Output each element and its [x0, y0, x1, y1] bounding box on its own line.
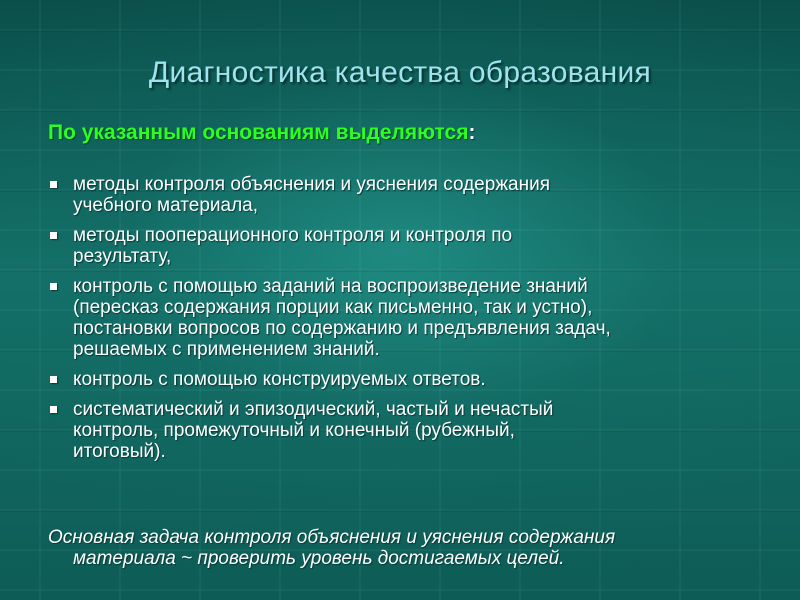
bullet-list	[48, 174, 768, 471]
list-item-line: результату,	[73, 246, 172, 267]
list-item-line: итоговый).	[73, 441, 166, 462]
square-bullet-icon	[50, 181, 57, 188]
list-item-line: решаемых с применением знаний.	[73, 339, 380, 360]
list-item-line: контроль, промежуточный и конечный (рубежный,	[73, 420, 515, 441]
square-bullet-icon	[50, 283, 57, 290]
list-item-line: контроль с помощью конструируемых ответов.	[73, 369, 486, 390]
square-bullet-icon	[50, 376, 57, 383]
list-item	[48, 276, 768, 360]
slide-title: Диагностика качества образования	[148, 56, 652, 89]
square-bullet-icon	[50, 406, 57, 413]
list-item	[48, 225, 768, 267]
footer-note	[48, 527, 768, 569]
subtitle-colon: :	[468, 121, 476, 144]
list-item-line: учебного материала,	[73, 195, 258, 216]
footer-line: материала ~ проверить уровень достигаемых целей.	[73, 548, 565, 569]
list-item	[48, 369, 768, 390]
slide-subtitle	[48, 121, 475, 145]
list-item	[48, 399, 768, 462]
list-item-line: постановки вопросов по содержанию и предъявления задач,	[73, 318, 611, 339]
subtitle-text: По указанным основаниям выделяются	[48, 121, 469, 144]
list-item-line: методы контроля объяснения и уяснения содержания	[73, 174, 550, 195]
list-item-line: систематический и эпизодический, частый и нечастый	[73, 399, 554, 420]
square-bullet-icon	[50, 232, 57, 239]
list-item-line: методы пооперационного контроля и контроля по	[73, 225, 513, 246]
list-item-line: (пересказ содержания порции как письменно, так и устно),	[73, 297, 593, 318]
footer-line: Основная задача контроля объяснения и уяснения содержания	[48, 527, 616, 548]
list-item-line: контроль с помощью заданий на воспроизведение знаний	[73, 276, 588, 297]
list-item	[48, 174, 768, 216]
